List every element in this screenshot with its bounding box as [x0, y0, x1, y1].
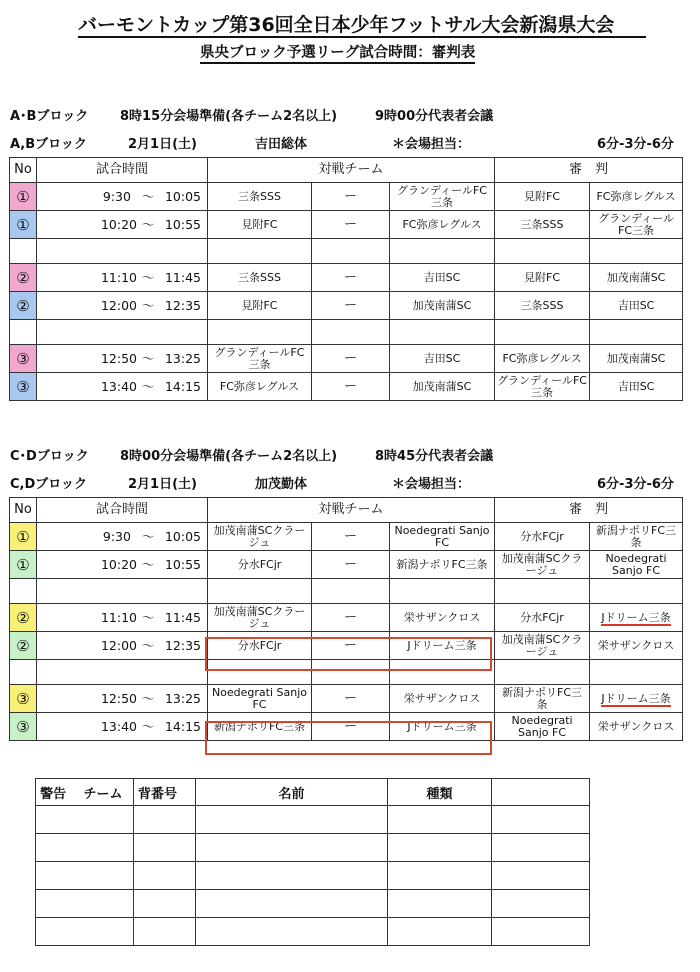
warnings-row [36, 862, 590, 890]
team1: 見附FC [208, 211, 312, 239]
block-cd-prep: 8時00分会場準備(各チーム2名以上) [120, 449, 338, 464]
block-cd-format: 6分-3分-6分 [597, 477, 674, 492]
table-row [10, 211, 683, 239]
match-time [37, 523, 208, 551]
warnings-row [36, 918, 590, 946]
warnings-col-number: 背番号 [134, 779, 196, 806]
referee1: 見附FC [495, 264, 590, 292]
highlight-box [205, 637, 492, 671]
spacer-row [10, 239, 683, 264]
warnings-col-extra [492, 779, 590, 806]
team2: 新潟ナポリFC三条 [390, 551, 495, 579]
table-row [10, 373, 683, 401]
time-separator: 〜 [141, 188, 155, 204]
team2: 栄サザンクロス [390, 685, 495, 713]
referee1: 三条SSS [495, 211, 590, 239]
start-time: 12:00 [100, 637, 137, 653]
end-time: 14:15 [164, 378, 201, 394]
referee1: グランディールFC三条 [495, 373, 590, 401]
block-ab-manager: ＊会場担当： [392, 137, 471, 152]
warnings-col-name: 名前 [196, 779, 388, 806]
round-number: ③ [10, 373, 37, 401]
end-time: 10:05 [164, 528, 201, 544]
block-ab-name2: A,Bブロック [10, 137, 87, 152]
start-time: 13:40 [100, 378, 137, 394]
referee2: グランディールFC三条 [590, 211, 683, 239]
time-separator: 〜 [141, 609, 155, 625]
underlined-referee: Jドリーム三条 [601, 691, 671, 705]
end-time: 10:55 [164, 556, 201, 572]
round-number: ① [10, 211, 37, 239]
referee1: 加茂南蒲SCクラージュ [495, 632, 590, 660]
time-separator: 〜 [141, 350, 155, 366]
header-time: 試合時間 [37, 498, 208, 523]
end-time: 10:55 [164, 216, 201, 232]
referee1: 分水FCjr [495, 523, 590, 551]
start-time: 12:50 [100, 350, 137, 366]
vs-dash: ー [312, 264, 390, 292]
team2: Noedegrati Sanjo FC [390, 523, 495, 551]
block-ab-format: 6分-3分-6分 [597, 137, 674, 152]
warnings-col-team: 警告 チーム [36, 779, 134, 806]
block-ab-name: A･Bブロック [10, 109, 89, 124]
team1: Noedegrati Sanjo FC [208, 685, 312, 713]
time-separator: 〜 [141, 556, 155, 572]
start-time: 10:20 [100, 216, 137, 232]
team1: 三条SSS [208, 183, 312, 211]
referee2: 新潟ナポリFC三条 [590, 523, 683, 551]
match-time [37, 264, 208, 292]
round-number: ③ [10, 713, 37, 741]
team1: グランディールFC三条 [208, 345, 312, 373]
spacer-row [10, 320, 683, 345]
match-time [37, 713, 208, 741]
vs-dash: ー [312, 632, 390, 660]
table-row [10, 292, 683, 320]
start-time: 9:30 [102, 188, 131, 204]
spacer-row [10, 579, 683, 604]
end-time: 12:35 [164, 297, 201, 313]
team1: 加茂南蒲SCクラージュ [208, 523, 312, 551]
start-time: 11:10 [100, 269, 137, 285]
referee1: 新潟ナポリFC三条 [495, 685, 590, 713]
match-time [37, 632, 208, 660]
round-number: ① [10, 183, 37, 211]
team1: 見附FC [208, 292, 312, 320]
start-time: 10:20 [100, 556, 137, 572]
block-ab-prep: 8時15分会場準備(各チーム2名以上) [120, 109, 338, 124]
end-time: 11:45 [164, 269, 201, 285]
team1: FC弥彦レグルス [208, 373, 312, 401]
team1: 三条SSS [208, 264, 312, 292]
team2: 加茂南蒲SC [390, 292, 495, 320]
team2: FC弥彦レグルス [390, 211, 495, 239]
time-separator: 〜 [141, 690, 155, 706]
warnings-col-type: 種類 [388, 779, 492, 806]
time-separator: 〜 [141, 269, 155, 285]
referee1: Noedegrati Sanjo FC [495, 713, 590, 741]
start-time: 9:30 [102, 528, 131, 544]
team2: 吉田SC [390, 345, 495, 373]
match-time [37, 211, 208, 239]
end-time: 12:35 [164, 637, 201, 653]
block-cd-info-line2 [10, 473, 690, 491]
team1: 新潟ナポリFC三条 [208, 713, 312, 741]
time-separator: 〜 [141, 637, 155, 653]
block-ab-date: 2月1日(土) [128, 137, 197, 152]
header-no: No [10, 498, 37, 523]
referee2: 吉田SC [590, 373, 683, 401]
page-subtitle: 県央ブロック予選リーグ試合時間：審判表 [200, 44, 475, 64]
underlined-referee: Jドリーム三条 [601, 610, 671, 624]
start-time: 13:40 [100, 718, 137, 734]
team2: グランディールFC三条 [390, 183, 495, 211]
table-row [10, 523, 683, 551]
referee2 [590, 685, 683, 713]
end-time: 11:45 [164, 609, 201, 625]
table-header-row [10, 498, 683, 523]
vs-dash: ー [312, 685, 390, 713]
team1: 分水FCjr [208, 551, 312, 579]
team2: 吉田SC [390, 264, 495, 292]
time-separator: 〜 [141, 528, 155, 544]
table-row [10, 183, 683, 211]
match-time [37, 345, 208, 373]
header-referee: 審 判 [495, 158, 683, 183]
referee2: FC弥彦レグルス [590, 183, 683, 211]
referee1: 加茂南蒲SCクラージュ [495, 551, 590, 579]
time-separator: 〜 [141, 378, 155, 394]
vs-dash: ー [312, 183, 390, 211]
header-time: 試合時間 [37, 158, 208, 183]
block-cd-venue: 加茂勤体 [255, 477, 308, 492]
warnings-row [36, 806, 590, 834]
time-separator: 〜 [141, 216, 155, 232]
block-cd-name: C･Dブロック [10, 449, 89, 464]
round-number: ① [10, 551, 37, 579]
vs-dash: ー [312, 373, 390, 401]
header-no: No [10, 158, 37, 183]
referee2: 加茂南蒲SC [590, 345, 683, 373]
block-ab-info-line2 [10, 133, 690, 151]
header-teams: 対戦チーム [208, 158, 495, 183]
block-ab-venue: 吉田総体 [255, 137, 308, 152]
block-cd-meeting: 8時45分代表者会議 [375, 449, 494, 464]
referee2: 栄サザンクロス [590, 713, 683, 741]
table-header-row [10, 158, 683, 183]
warnings-row [36, 890, 590, 918]
header-referee: 審 判 [495, 498, 683, 523]
end-time: 10:05 [164, 188, 201, 204]
block-cd-info-line1 [10, 445, 690, 463]
start-time: 12:00 [100, 297, 137, 313]
warnings-table [35, 778, 590, 946]
vs-dash: ー [312, 345, 390, 373]
match-time [37, 551, 208, 579]
block-cd-date: 2月1日(土) [128, 477, 197, 492]
match-time [37, 604, 208, 632]
header-teams: 対戦チーム [208, 498, 495, 523]
round-number: ② [10, 604, 37, 632]
time-separator: 〜 [141, 297, 155, 313]
team1: 分水FCjr [208, 632, 312, 660]
schedule-table-ab [9, 157, 683, 401]
table-row [10, 551, 683, 579]
referee2: 栄サザンクロス [590, 632, 683, 660]
round-number: ③ [10, 685, 37, 713]
referee1: 見附FC [495, 183, 590, 211]
warnings-row [36, 834, 590, 862]
referee1: 分水FCjr [495, 604, 590, 632]
team1: 加茂南蒲SCクラージュ [208, 604, 312, 632]
start-time: 12:50 [100, 690, 137, 706]
round-number: ③ [10, 345, 37, 373]
page-title: バーモントカップ第36回全日本少年フットサル大会新潟県大会 [78, 14, 646, 38]
referee1: FC弥彦レグルス [495, 345, 590, 373]
warnings-header-row [36, 779, 590, 806]
block-cd-manager: ＊会場担当： [392, 477, 471, 492]
schedule-table-cd [9, 497, 683, 741]
table-row [10, 604, 683, 632]
referee2: Noedegrati Sanjo FC [590, 551, 683, 579]
round-number: ② [10, 292, 37, 320]
end-time: 13:25 [164, 690, 201, 706]
vs-dash: ー [312, 713, 390, 741]
vs-dash: ー [312, 523, 390, 551]
match-time [37, 292, 208, 320]
table-row [10, 685, 683, 713]
team2: Jドリーム三条 [390, 713, 495, 741]
end-time: 13:25 [164, 350, 201, 366]
table-row [10, 264, 683, 292]
start-time: 11:10 [100, 609, 137, 625]
referee2: 加茂南蒲SC [590, 264, 683, 292]
block-ab-meeting: 9時00分代表者会議 [375, 109, 494, 124]
round-number: ② [10, 264, 37, 292]
time-separator: 〜 [141, 718, 155, 734]
vs-dash: ー [312, 604, 390, 632]
block-ab-info-line1 [10, 105, 690, 123]
referee1: 三条SSS [495, 292, 590, 320]
match-time [37, 183, 208, 211]
team2: 栄サザンクロス [390, 604, 495, 632]
round-number: ① [10, 523, 37, 551]
referee2: 吉田SC [590, 292, 683, 320]
match-time [37, 685, 208, 713]
vs-dash: ー [312, 211, 390, 239]
referee2 [590, 604, 683, 632]
team2: Jドリーム三条 [390, 632, 495, 660]
block-cd-name2: C,Dブロック [10, 477, 88, 492]
round-number: ② [10, 632, 37, 660]
highlight-box [205, 721, 492, 755]
table-row [10, 345, 683, 373]
vs-dash: ー [312, 551, 390, 579]
team2: 加茂南蒲SC [390, 373, 495, 401]
end-time: 14:15 [164, 718, 201, 734]
match-time [37, 373, 208, 401]
vs-dash: ー [312, 292, 390, 320]
